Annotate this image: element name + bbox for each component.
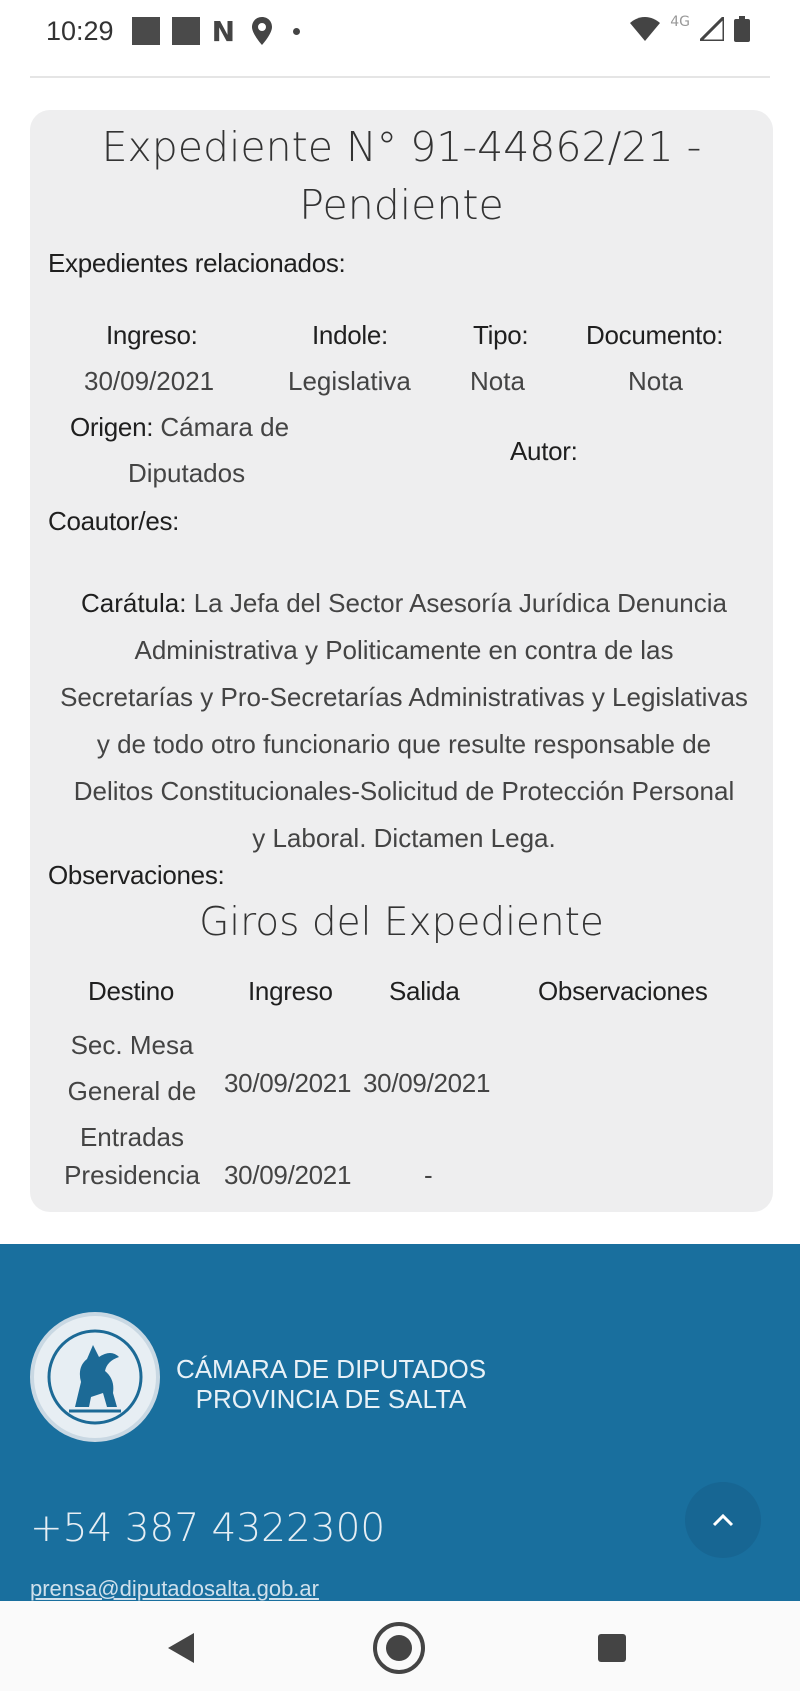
wifi-icon <box>630 17 660 41</box>
destino-cell: General de <box>67 1076 197 1106</box>
recents-icon[interactable] <box>598 1634 626 1662</box>
griffin-emblem-icon <box>47 1327 143 1427</box>
indole-label: Indole: <box>312 320 388 350</box>
expediente-card <box>30 110 773 1212</box>
dot-icon <box>293 28 300 35</box>
salida-cell: - <box>424 1160 433 1190</box>
ingreso-cell: 30/09/2021 <box>224 1160 352 1190</box>
battery-icon <box>734 16 750 42</box>
tipo-label: Tipo: <box>473 320 529 350</box>
caratula-line: Administrativa y Politicamente en contra de las <box>134 635 674 665</box>
indole-value: Legislativa <box>288 366 411 396</box>
origen-value: Cámara de <box>160 412 290 442</box>
giros-title: Giros del Expediente <box>199 900 604 945</box>
caratula-line: Delitos Constitucionales-Solicitud de Protección Personal <box>73 776 735 806</box>
related-expedientes-label: Expedientes relacionados: <box>48 248 346 278</box>
table-header-destino: Destino <box>88 976 175 1006</box>
documento-label: Documento: <box>586 320 724 350</box>
scroll-to-top-button[interactable] <box>685 1482 761 1558</box>
table-header-observaciones: Observaciones <box>538 976 708 1006</box>
phone-link[interactable]: +54 387 4322300 <box>30 1506 386 1551</box>
system-nav-bar <box>0 1601 800 1691</box>
org-name-line1: CÁMARA DE DIPUTADOS <box>175 1354 487 1384</box>
notification-square-icon <box>132 17 160 45</box>
header-divider <box>30 76 770 78</box>
caratula-line: y Laboral. Dictamen Lega. <box>252 823 556 853</box>
email-link[interactable]: prensa@diputadosalta.gob.ar <box>30 1576 319 1601</box>
caratula-line: La Jefa del Sector Asesoría Jurídica Denuncia <box>193 588 728 618</box>
ingreso-value: 30/09/2021 <box>84 366 215 396</box>
table-header-ingreso: Ingreso <box>248 976 333 1006</box>
netflix-n-icon: N <box>211 14 236 48</box>
destino-cell: Entradas <box>79 1122 185 1152</box>
caratula-label: Carátula: <box>80 588 187 618</box>
logo-icon <box>30 1312 160 1442</box>
table-row <box>52 1022 212 1160</box>
back-icon[interactable] <box>166 1633 196 1663</box>
tipo-value: Nota <box>470 366 525 396</box>
salida-cell: 30/09/2021 <box>363 1068 491 1098</box>
signal-icon <box>700 17 724 41</box>
status-bar <box>0 0 800 62</box>
destino-cell: Presidencia <box>64 1160 200 1190</box>
origen-value-line2: Diputados <box>128 458 246 488</box>
footer <box>0 1244 800 1601</box>
title-line-2: Pendiente <box>299 181 504 229</box>
home-icon[interactable] <box>372 1621 426 1675</box>
origen-label: Origen: <box>70 412 154 442</box>
destino-cell: Sec. Mesa <box>70 1030 194 1060</box>
observaciones-label: Observaciones: <box>48 860 225 890</box>
autor-label: Autor: <box>510 436 578 466</box>
chevron-up-icon <box>712 1513 734 1527</box>
location-icon <box>251 17 273 45</box>
documento-value: Nota <box>628 366 683 396</box>
notification-square-icon <box>172 17 200 45</box>
org-name-line2: PROVINCIA DE SALTA <box>195 1384 467 1414</box>
title-line-1: Expediente N° 91-44862/21 - <box>101 123 702 171</box>
org-name <box>166 1354 496 1414</box>
coautores-label: Coautor/es: <box>48 506 180 536</box>
table-header-salida: Salida <box>389 976 460 1006</box>
origen-field <box>70 412 289 443</box>
caratula-line: Secretarías y Pro-Secretarías Administrativas y Legislativas <box>60 682 748 712</box>
network-type: 4G <box>670 14 690 30</box>
caratula-text <box>44 580 764 862</box>
caratula-line: y de todo otro funcionario que resulte responsable de <box>96 729 712 759</box>
status-time: 10:29 <box>46 15 114 46</box>
ingreso-label: Ingreso: <box>106 320 198 350</box>
ingreso-cell: 30/09/2021 <box>224 1068 352 1098</box>
page-title <box>30 118 773 234</box>
